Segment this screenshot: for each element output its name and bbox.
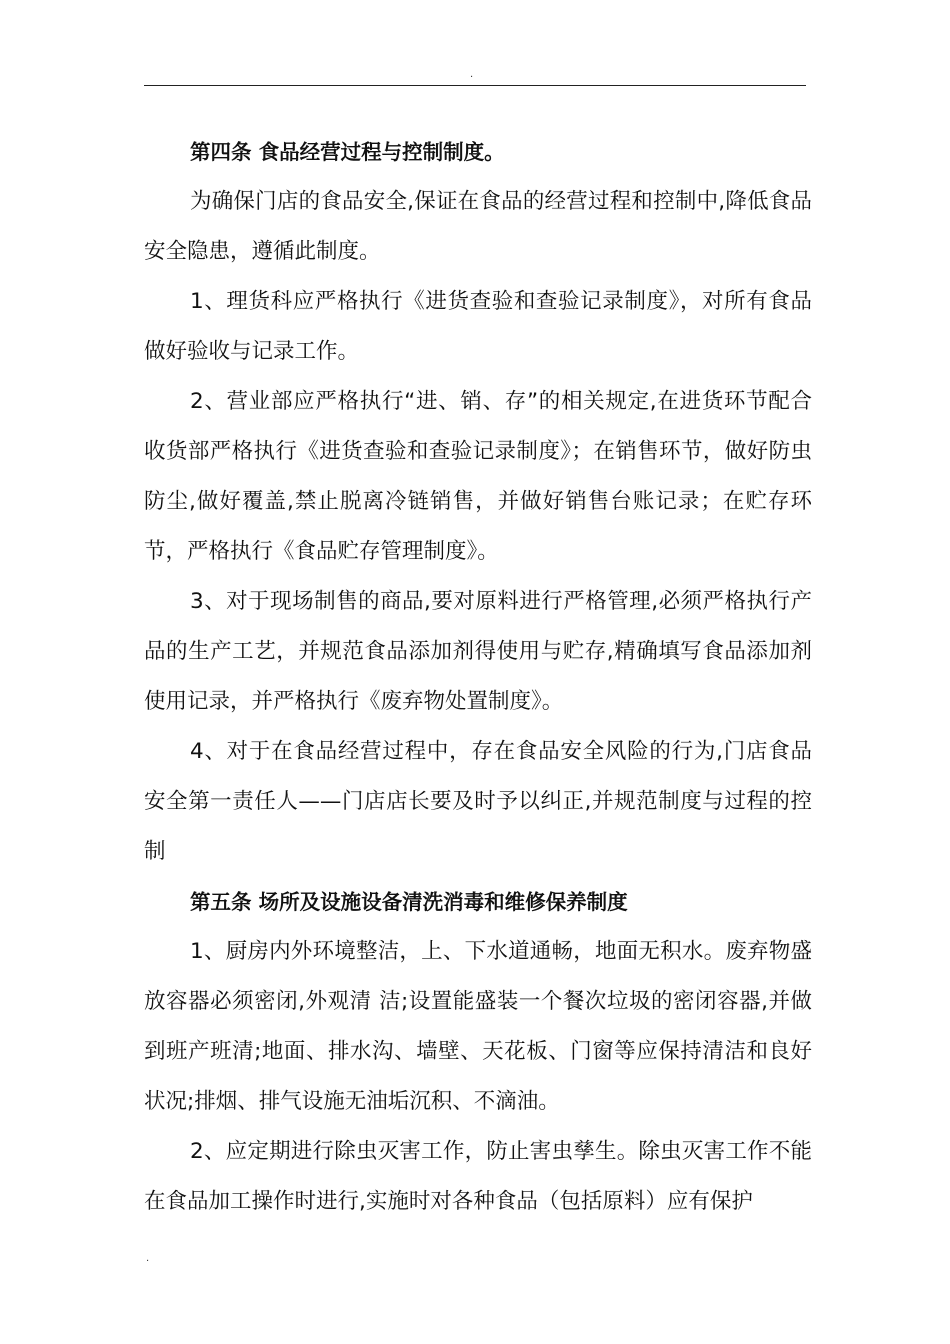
section-4-intro: 为确保门店的食品安全,保证在食品的经营过程和控制中,降低食品安全隐患，遵循此制度。 [144, 189, 812, 264]
header-rule [144, 85, 806, 86]
section-4-item-2: 2、营业部应严格执行“进、销、存”的相关规定,在进货环节配合收货部严格执行《进货查验和查验记录制度》；在销售环节，做好防虫防尘,做好覆盖,禁止脱离冷链销售，并做好销售台账记录；在贮存环节，严格执行《食品贮存管理制度》。 [144, 389, 812, 564]
section-5-item-1: 1、厨房内外环境整洁，上、下水道通畅，地面无积水。废弃物盛放容器必须密闭,外观清 洁;设置能盛装一个餐次垃圾的密闭容器,并做到班产班清;地面、排水沟、墙壁、天花板、门窗等应保持清洁和良好状况;排烟、排气设施无油垢沉积、不滴油。 [144, 939, 812, 1114]
section-4-item-1: 1、理货科应严格执行《进货查验和查验记录制度》，对所有食品做好验收与记录工作。 [144, 289, 812, 364]
section-5-title: 第五条 场所及设施设备清洗消毒和维修保养制度 [190, 890, 628, 914]
header-dot: . [470, 69, 474, 80]
footer-dot: . [146, 1253, 150, 1264]
section-4-item-3: 3、对于现场制售的商品,要对原料进行严格管理,必须严格执行产品的生产工艺，并规范食品添加剂得使用与贮存,精确填写食品添加剂使用记录，并严格执行《废弃物处置制度》。 [144, 589, 812, 714]
document-body [144, 127, 812, 1227]
section-4-title: 第四条 食品经营过程与控制制度。 [190, 140, 505, 164]
section-5-item-2: 2、应定期进行除虫灭害工作，防止害虫孳生。除虫灭害工作不能在食品加工操作时进行,实施时对各种食品（包括原料）应有保护 [144, 1139, 812, 1214]
section-4-item-4: 4、对于在食品经营过程中，存在食品安全风险的行为,门店食品安全第一责任人——门店店长要及时予以纠正,并规范制度与过程的控制 [144, 739, 812, 864]
